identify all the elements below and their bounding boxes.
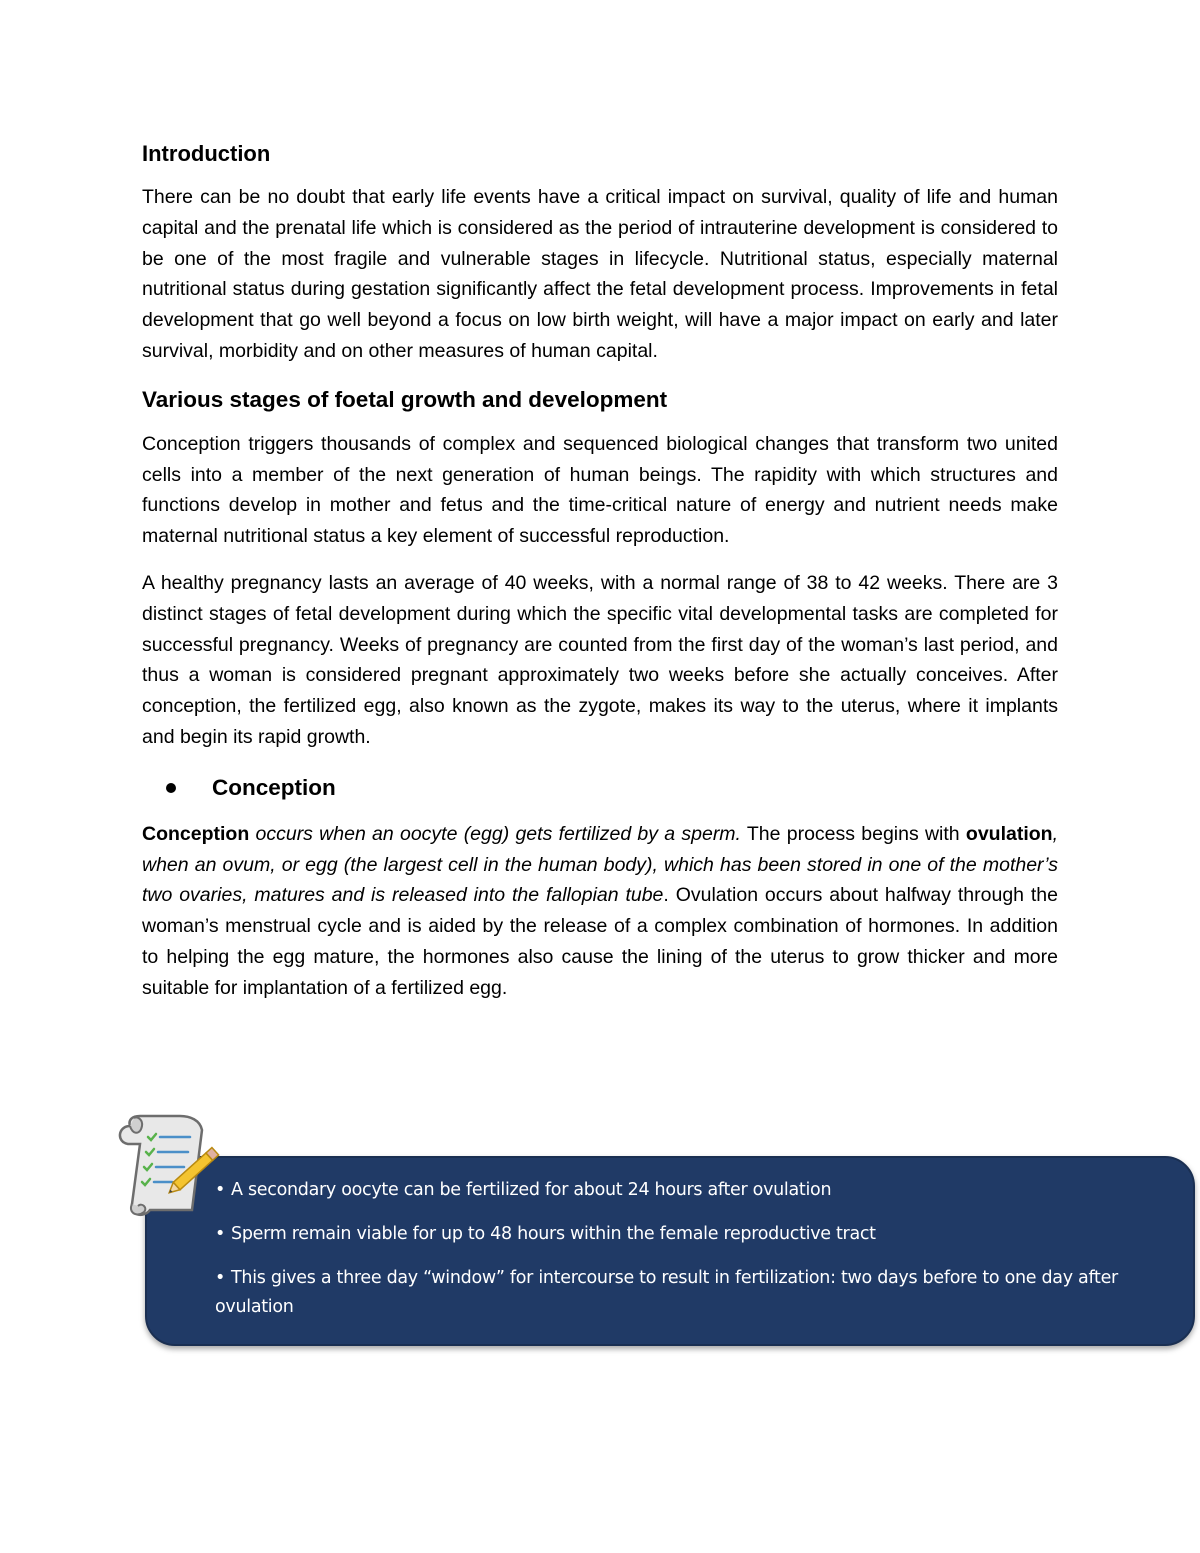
callout-list [147,1158,1193,1322]
introduction-paragraph: There can be no doubt that early life events have a critical impact on survival, quality of life and human capital and the prenatal life which is considered as the period of intrauterine development is considered to be one of the most fragile and vulnerable stages in lifecycle. Nutritional status, especially maternal nutritional status during gestation significantly affect the fetal development process. Improvements in fetal development that go well beyond a focus on low birth weight, will have a major impact on early and later survival, morbidity and on other measures of human capital. [142,186,1058,362]
bullet-dot-icon [166,783,176,793]
fertilization-callout-box [145,1156,1195,1346]
stages-heading: Various stages of foetal growth and development [142,386,668,412]
checklist-scroll-icon [110,1112,228,1222]
callout-item: • This gives a three day “window” for intercourse to result in fertilization: two days before to one day after ovulation [215,1268,1118,1317]
introduction-heading: Introduction [142,141,271,166]
conception-definition: occurs when an oocyte (egg) gets fertilized by a sperm. [249,822,741,845]
document-body [142,140,1058,1020]
conception-paragraph [142,819,1058,1004]
ovulation-term: ovulation [965,822,1053,845]
stages-paragraph-1: Conception triggers thousands of complex and sequenced biological changes that transform two united cells into a member of the next generation of human beings. The rapidity with which structures and functions develop in mother and fetus and the time-critical nature of energy and nutrient needs make maternal nutritional status a key element of successful reproduction. [142,432,1058,548]
ovulation-definition: , when an ovum, or egg (the largest cell in the human body), which has been stored in one of the mother’s two ovaries, matures and is released into the fallopian tube [142,822,1058,907]
conception-term: Conception [142,822,250,845]
callout-item: • A secondary oocyte can be fertilized for about 24 hours after ovulation [215,1180,832,1200]
callout-item: • Sperm remain viable for up to 48 hours within the female reproductive tract [215,1224,876,1244]
conception-bullet-heading [166,773,1058,803]
conception-text-a: The process begins with [740,822,966,845]
conception-heading: Conception [212,774,336,800]
conception-text-b: . Ovulation occurs about halfway through the woman’s menstrual cycle and is aided by the release of a complex combination of hormones. In addition to helping the egg mature, the hormones also cause the lining of the uterus to grow thicker and more suitable for implantation of a fertilized egg. [142,884,1058,999]
stages-paragraph-2: A healthy pregnancy lasts an average of 40 weeks, with a normal range of 38 to 42 weeks. There are 3 distinct stages of fetal development during which the specific vital developmental tasks are completed for successful pregnancy. Weeks of pregnancy are counted from the first day of the woman’s last period, and thus a woman is considered pregnant approximately two weeks before she actually conceives. After conception, the fertilized egg, also known as the zygote, makes its way to the uterus, where it implants and begin its rapid growth. [142,571,1058,748]
